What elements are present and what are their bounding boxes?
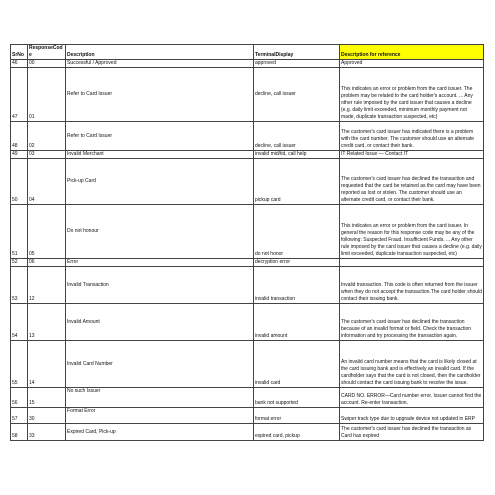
reference-cell: The customer's card issuer has indicated there is a problem with the card number. The customer should use an alternate credit card, or contact their bank.: [340, 122, 484, 151]
description-cell: Invalid Merchant: [66, 151, 254, 159]
reference-cell: An invalid card number means that the card is likely closed at the card issuing bank and is effectively an invalid card. If the cardholder says that the card is not closed, then the cardholder should contact the card issuing bank to resolve the issue.: [340, 341, 484, 388]
terminal-display-cell: do not honor: [254, 205, 340, 259]
description-cell: Invalid Transaction: [66, 267, 254, 304]
description-cell: No such Issuer: [66, 388, 254, 408]
srno-cell: 55: [11, 341, 28, 388]
reference-cell: Swiper track type due to upgrade device not updated in ERP: [340, 408, 484, 424]
table-row: [11, 408, 484, 424]
srno-cell: 49: [11, 151, 28, 159]
response-code-cell: 13: [28, 304, 66, 341]
reference-cell: Invalid transaction. This code is often returned from the issuer when they do not accept the transaction.The card holder should contact their issuing bank.: [340, 267, 484, 304]
description-cell: Refer to Card Issuer: [66, 122, 254, 151]
srno-cell: 56: [11, 388, 28, 408]
srno-cell: 47: [11, 68, 28, 122]
reference-cell: This indicates an error or problem from the card issuer. The problem may be related to the card holder's account. ... Any other rule imposed by the card issuer that causes a decline (e.g. daily limit exceeded, minimum monthly payment not made, duplicate transaction suspected, etc): [340, 68, 484, 122]
terminal-display-cell: format error: [254, 408, 340, 424]
table-row: [11, 304, 484, 341]
table-row: [11, 151, 484, 159]
table-row: [11, 267, 484, 304]
reference-cell: IT Related Issue — Contact IT: [340, 151, 484, 159]
terminal-display-cell: approved: [254, 60, 340, 68]
reference-cell: Approved: [340, 60, 484, 68]
table-row: [11, 159, 484, 205]
table-row: [11, 68, 484, 122]
description-cell: Do not honour: [66, 205, 254, 259]
response-code-cell: 02: [28, 122, 66, 151]
srno-cell: 58: [11, 424, 28, 441]
srno-cell: 57: [11, 408, 28, 424]
terminal-display-cell: decryption error: [254, 259, 340, 267]
header-description: Description: [66, 45, 254, 60]
header-terminal-display: TerminalDisplay: [254, 45, 340, 60]
table-row: [11, 388, 484, 408]
header-srno: SrNo: [11, 45, 28, 60]
table-row: [11, 122, 484, 151]
srno-cell: 50: [11, 159, 28, 205]
description-cell: Error: [66, 259, 254, 267]
terminal-display-cell: invalid transaction: [254, 267, 340, 304]
response-code-cell: 05: [28, 205, 66, 259]
reference-cell: The customer's card issuer has declined the transaction as Card has expired: [340, 424, 484, 441]
srno-cell: 54: [11, 304, 28, 341]
response-code-cell: 00: [28, 60, 66, 68]
response-code-cell: 06: [28, 259, 66, 267]
description-cell: Refer to Card Issuer: [66, 68, 254, 122]
reference-cell: CARD NO. ERROR—Card number error. Issuer cannot find the account. Re-enter transaction.: [340, 388, 484, 408]
terminal-display-cell: invalid amount: [254, 304, 340, 341]
response-code-cell: 01: [28, 68, 66, 122]
terminal-display-cell: expired card, pickup: [254, 424, 340, 441]
table-row: [11, 205, 484, 259]
response-code-cell: 03: [28, 151, 66, 159]
terminal-display-cell: bank not supported: [254, 388, 340, 408]
table-row: [11, 341, 484, 388]
reference-cell: The customer's card issuer has declined the transaction and requested that the card be retained as the card may have been reported as lost or stolen. The customer should use an alternate credit card, or contact their bank.: [340, 159, 484, 205]
description-cell: Format Error: [66, 408, 254, 424]
header-row: [11, 45, 484, 60]
response-code-cell: 15: [28, 388, 66, 408]
srno-cell: 52: [11, 259, 28, 267]
terminal-display-cell: decline, call issuer: [254, 68, 340, 122]
table-row: [11, 424, 484, 441]
srno-cell: 53: [11, 267, 28, 304]
description-cell: Expired Card, Pick-up: [66, 424, 254, 441]
srno-cell: 51: [11, 205, 28, 259]
terminal-display-cell: pickup card: [254, 159, 340, 205]
table-row: [11, 259, 484, 267]
description-cell: Invalid Amount: [66, 304, 254, 341]
header-response-code: ResponseCode: [28, 45, 66, 60]
reference-cell: The customer's card issuer has declined the transaction because of an invalid format or field. Check the transaction information and try processing the transaction again.: [340, 304, 484, 341]
response-code-cell: 30: [28, 408, 66, 424]
description-cell: Invalid Card Number: [66, 341, 254, 388]
response-code-cell: 14: [28, 341, 66, 388]
reference-cell: [340, 259, 484, 267]
terminal-display-cell: decline, call issuer: [254, 122, 340, 151]
table-row: [11, 60, 484, 68]
srno-cell: 48: [11, 122, 28, 151]
response-code-cell: 33: [28, 424, 66, 441]
srno-cell: 46: [11, 60, 28, 68]
description-cell: Pick-up Card: [66, 159, 254, 205]
response-code-cell: 12: [28, 267, 66, 304]
terminal-display-cell: invalid card: [254, 341, 340, 388]
terminal-display-cell: invalid mid/tid, call help: [254, 151, 340, 159]
reference-cell: This indicates an error or problem from the card issuer. In general the reason for this response code may be any of the following: Suspected Fraud. Insufficient Funds. ... Any other rule imposed by the card issuer that causes a decline (e.g. daily limit exceeded, duplicate transaction suspected, etc): [340, 205, 484, 259]
header-description-for-reference: Description for reference: [340, 45, 484, 60]
response-code-cell: 04: [28, 159, 66, 205]
description-cell: Successful / Approved: [66, 60, 254, 68]
response-code-table: [10, 44, 484, 441]
